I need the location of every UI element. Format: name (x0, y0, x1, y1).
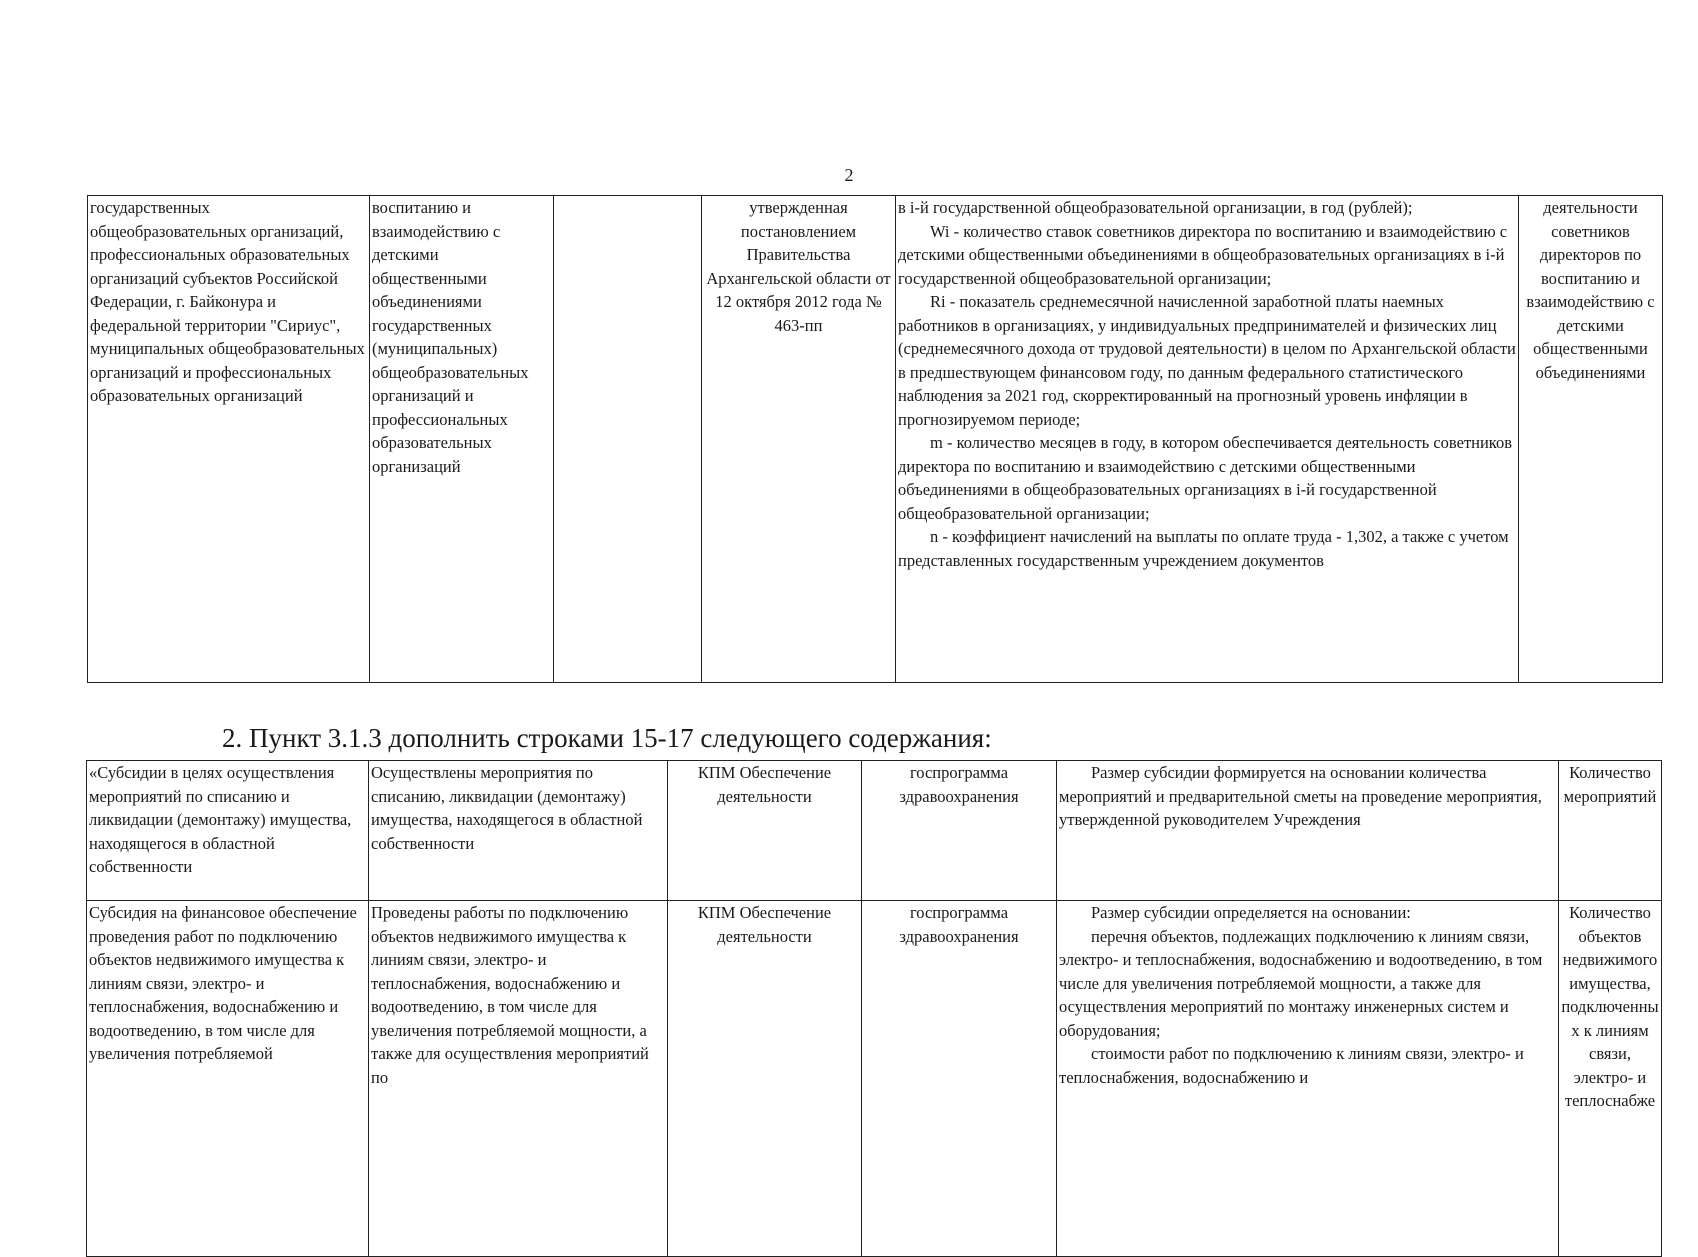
table2-row2-calculation (1057, 901, 1559, 1257)
table2-row2-program (862, 901, 1057, 1257)
page-number: 2 (844, 165, 854, 185)
table2-row1-result: Осуществлены мероприятия по списанию, ликвидации (демонтажу) имущества, находящегося в областной собственности (369, 761, 668, 901)
continuation-table (87, 195, 1663, 683)
table-row (87, 901, 1662, 1257)
table2-row1-indicator: Количество мероприятий (1559, 761, 1662, 901)
table2-row2-subsidy-name-text: Субсидия на финансовое обеспечение проведения работ по подключению объектов недвижимого имущества к линиям связи, электро- и теплоснабжения, водоснабжению и водоотведению, в том числе для увеличения потребляемой (89, 903, 357, 1063)
table2-row2-result (369, 901, 668, 1257)
paragraph: Wi - количество ставок советников директора по воспитанию и взаимодействию с детскими общественными объединениями в общеобразовательных организациях в i-й государственной общеобразовательной организации; (898, 221, 1508, 288)
subsidies-table (86, 760, 1662, 1257)
table1-cell-empty (554, 196, 702, 683)
table2-row2-kpm (668, 901, 862, 1257)
table1-cell-activity: воспитанию и взаимодействию с детскими общественными объединениями государственных (муниципальных) общеобразовательных организаций и профессиональных образовательных организаций (370, 196, 554, 683)
table2-row2-kpm-text: КПМ Обеспечение деятельности (697, 903, 832, 946)
paragraph: стоимости работ по подключению к линиям связи, электро- и теплоснабжения, водоснабжению и (1059, 1044, 1524, 1087)
table2-row2-indicator (1559, 901, 1662, 1257)
table2-row1-calculation (1057, 761, 1559, 901)
table1-cell-regulation: утвержденная постановлением Правительства Архангельской области от 12 октября 2012 года № 463-пп (702, 196, 896, 683)
table-row (87, 761, 1662, 901)
paragraph: Размер субсидии определяется на основании: (1091, 903, 1411, 922)
table2-row2-subsidy-name (87, 901, 369, 1257)
paragraph: n - коэффициент начислений на выплаты по оплате труда - 1,302, а также с учетом представленных государственным учреждением документов (898, 527, 1509, 570)
paragraph: Ri - показатель среднемесячной начисленной заработной платы наемных работников в организациях, у индивидуальных предпринимателей и физических лиц (среднемесячного дохода от трудовой деятельности) в целом по Архангельской области в предшествующем финансовом году, по данным федерального статистического наблюдения за 2021 год, скорректированный на прогнозный уровень инфляции в прогнозируемом периоде; (898, 292, 1516, 429)
table2-row1-kpm: КПМ Обеспечение деятельности (668, 761, 862, 901)
table2-row2-calculation-text (1059, 901, 1556, 1256)
table2-row2-program-text: госпрограмма здравоохранения (899, 903, 1019, 946)
paragraph: Размер субсидии формируется на основании количества мероприятий и предварительной сметы на проведение мероприятия, утвержденной руководителем Учреждения (1059, 763, 1542, 829)
table2-row1-subsidy-name: «Субсидии в целях осуществления мероприятий по списанию и ликвидации (демонтажу) имущества, находящегося в областной собственности (87, 761, 369, 901)
table2-row2-indicator-text: Количество объектов недвижимого имущества, подключенных к линиям связи, электро- и теплоснабже (1561, 903, 1659, 1110)
section-heading: 2. Пункт 3.1.3 дополнить строками 15-17 следующего содержания: (222, 723, 992, 753)
table2-row1-program: госпрограмма здравоохранения (862, 761, 1057, 901)
table-row (88, 196, 1663, 683)
paragraph: m - количество месяцев в году, в котором обеспечивается деятельность советников директора по воспитанию и взаимодействию с детскими общественными объединениями в общеобразовательных организациях в i-й государственной общеобразовательной организации; (898, 433, 1513, 523)
table1-cell-recipients: государственных общеобразовательных организаций, профессиональных образовательных организаций субъектов Российской Федерации, г. Байконура и федеральной территории "Сириус", муниципальных общеобразовательных организаций и профессиональных образовательных организаций (88, 196, 370, 683)
paragraph: перечня объектов, подлежащих подключению к линиям связи, электро- и теплоснабжения, водоснабжению и водоотведению, в том числе для увеличения потребляемой мощности, а также для осуществления мероприятий по монтажу инженерных систем и оборудования; (1059, 926, 1543, 1040)
table2-row2-result-text: Проведены работы по подключению объектов недвижимого имущества к линиям связи, электро- и теплоснабжения, водоснабжению и водоотведению, в том числе для увеличения потребляемой мощности, а также для осуществления мероприятий по (371, 903, 649, 1087)
table1-cell-indicator: деятельности советников директоров по воспитанию и взаимодействию с детскими общественными объединениями (1519, 196, 1663, 683)
paragraph: в i-й государственной общеобразовательной организации, в год (рублей); (898, 198, 1413, 217)
table1-cell-formula-description (896, 196, 1519, 683)
